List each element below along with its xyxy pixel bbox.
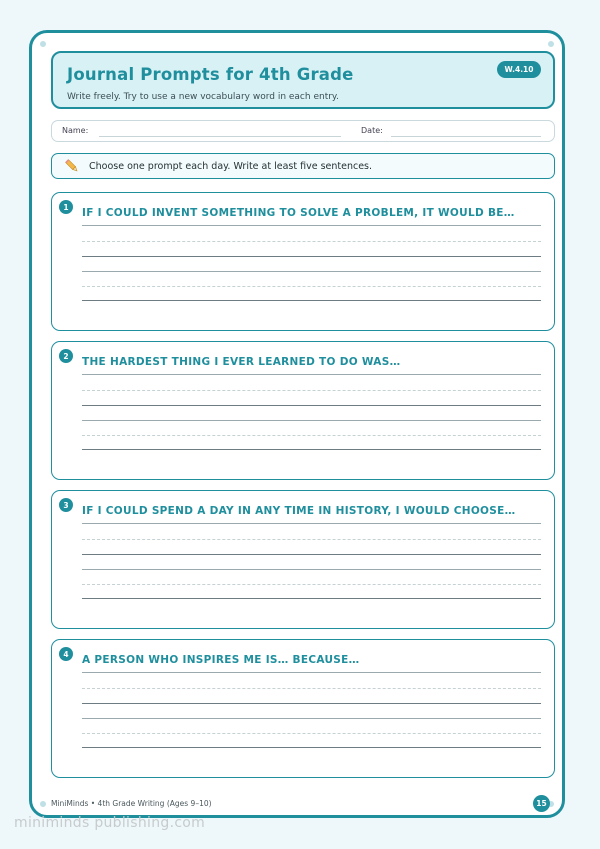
writing-line[interactable] xyxy=(82,703,541,704)
writing-line[interactable] xyxy=(82,256,541,257)
writing-line[interactable] xyxy=(82,405,541,406)
writing-line-guide xyxy=(82,733,541,734)
name-date-bar xyxy=(51,120,555,142)
writing-line-guide xyxy=(82,286,541,287)
writing-line-guide xyxy=(82,688,541,689)
instruction-text: Choose one prompt each day. Write at least five sentences. xyxy=(89,161,373,172)
watermark-text: miniminds publishing.com xyxy=(14,815,206,831)
writing-line[interactable] xyxy=(82,523,541,524)
prompt-card xyxy=(51,639,555,778)
prompt-number: 1 xyxy=(59,200,73,214)
writing-line[interactable] xyxy=(82,271,541,272)
worksheet-page xyxy=(29,30,565,818)
page-title: Journal Prompts for 4th Grade xyxy=(67,65,354,84)
prompt-text: A PERSON WHO INSPIRES ME IS… BECAUSE… xyxy=(82,654,360,666)
prompt-text: IF I COULD SPEND A DAY IN ANY TIME IN HISTORY, I WOULD CHOOSE… xyxy=(82,505,516,517)
writing-line[interactable] xyxy=(82,300,541,301)
writing-line[interactable] xyxy=(82,672,541,673)
prompt-number: 4 xyxy=(59,647,73,661)
writing-line[interactable] xyxy=(82,554,541,555)
name-label: Name: xyxy=(62,126,89,135)
footer-text: MiniMinds • 4th Grade Writing (Ages 9–10) xyxy=(51,799,212,808)
writing-line-guide xyxy=(82,241,541,242)
date-field[interactable] xyxy=(391,136,541,137)
prompt-card xyxy=(51,490,555,629)
page-number: 15 xyxy=(533,795,550,812)
writing-line-guide xyxy=(82,435,541,436)
prompt-number: 3 xyxy=(59,498,73,512)
writing-line-guide xyxy=(82,390,541,391)
writing-line-guide xyxy=(82,584,541,585)
writing-line[interactable] xyxy=(82,569,541,570)
corner-dot xyxy=(548,41,554,47)
date-label: Date: xyxy=(361,126,383,135)
writing-line-guide xyxy=(82,539,541,540)
writing-line[interactable] xyxy=(82,718,541,719)
writing-line[interactable] xyxy=(82,225,541,226)
prompt-number: 2 xyxy=(59,349,73,363)
writing-line[interactable] xyxy=(82,449,541,450)
writing-line[interactable] xyxy=(82,374,541,375)
page-subtitle: Write freely. Try to use a new vocabulary word in each entry. xyxy=(67,92,339,102)
standard-badge: W.4.10 xyxy=(497,61,541,78)
corner-dot xyxy=(40,801,46,807)
prompt-text: THE HARDEST THING I EVER LEARNED TO DO WAS… xyxy=(82,356,401,368)
instruction-box xyxy=(51,153,555,179)
writing-line[interactable] xyxy=(82,598,541,599)
pencil-icon xyxy=(64,158,80,174)
prompt-card xyxy=(51,341,555,480)
writing-line[interactable] xyxy=(82,420,541,421)
title-header xyxy=(51,51,555,109)
prompt-card xyxy=(51,192,555,331)
prompt-text: IF I COULD INVENT SOMETHING TO SOLVE A PROBLEM, IT WOULD BE… xyxy=(82,207,515,219)
writing-line[interactable] xyxy=(82,747,541,748)
corner-dot xyxy=(40,41,46,47)
name-field[interactable] xyxy=(99,136,341,137)
